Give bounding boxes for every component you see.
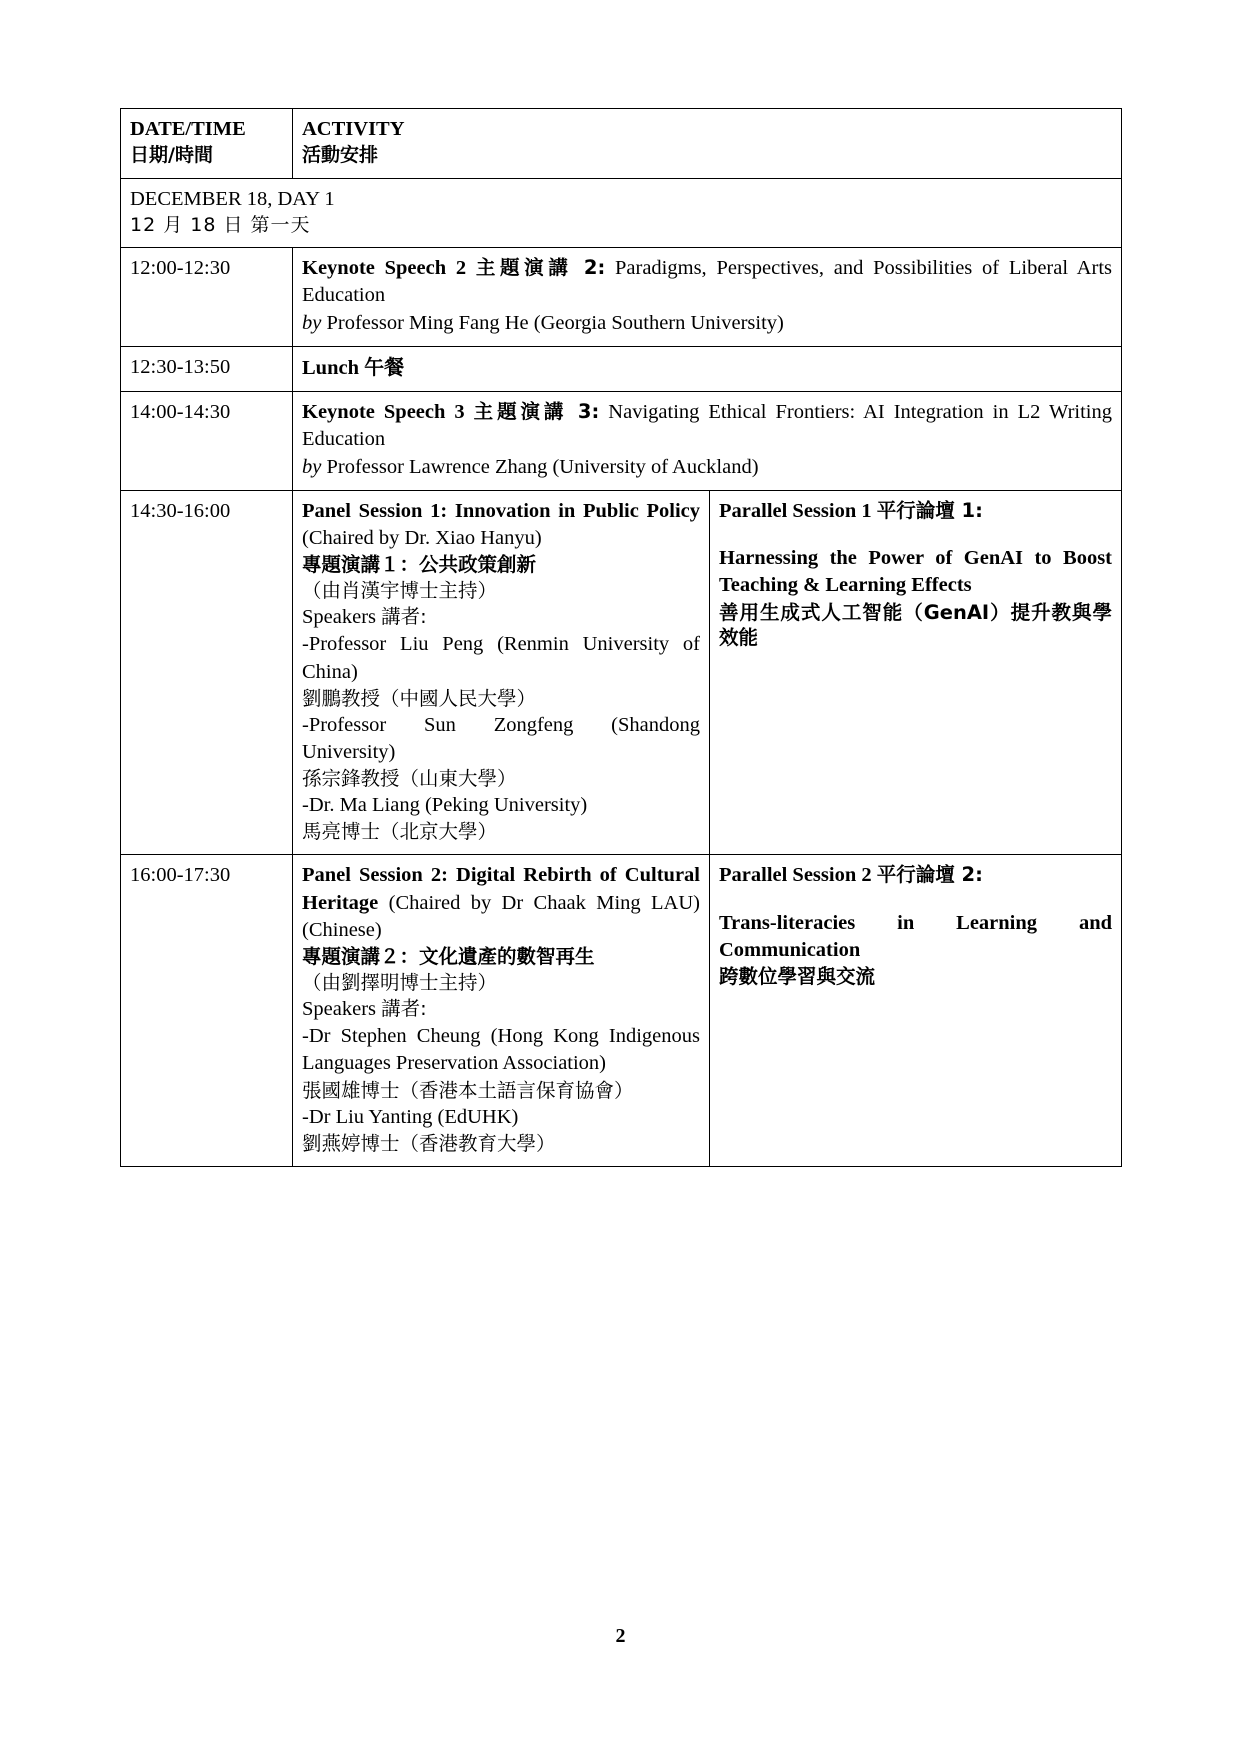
day-banner-en: DECEMBER 18, DAY 1 — [130, 187, 335, 210]
parallel2-topic-zh: 跨數位學習與交流 — [719, 965, 876, 989]
row-parallel-session — [710, 855, 1122, 1166]
row-panel-session — [293, 855, 710, 1166]
row-activity — [293, 248, 1122, 347]
panel2-speaker-1: -Dr Stephen Cheung (Hong Kong Indigenous Languages Preservation Association) — [302, 1025, 700, 1075]
keynote2-by-label: by — [302, 311, 322, 334]
panel2-speaker-2: -Dr Liu Yanting (EdUHK) — [302, 1105, 519, 1128]
panel1-speaker-2: -Professor Sun Zongfeng (Shandong University) — [302, 713, 700, 764]
panel2-speakers-label-en: Speakers — [302, 997, 382, 1020]
table-row — [121, 392, 1122, 491]
keynote3-speaker: Professor Lawrence Zhang (University of Auckland) — [321, 455, 759, 478]
lunch-label-en: Lunch — [302, 356, 365, 379]
keynote2-title-en: Keynote Speech 2 — [302, 257, 476, 280]
row-time: 14:00-14:30 — [121, 392, 293, 491]
header-cell-activity — [293, 109, 1122, 179]
keynote2-subtitle: Paradigms, Perspectives, and Possibilities of Liberal Arts Education — [302, 257, 1112, 307]
panel1-speaker-3: -Dr. Ma Liang (Peking University) — [302, 794, 588, 817]
row-parallel-session — [710, 490, 1122, 855]
panel2-chair-en: (Chaired by Dr Chaak Ming LAU) (Chinese) — [302, 891, 700, 941]
page-number: 2 — [615, 1625, 626, 1647]
row-time: 12:30-13:50 — [121, 346, 293, 391]
table-row — [121, 346, 1122, 391]
header-activity-en: ACTIVITY — [302, 118, 405, 140]
header-cell-datetime — [121, 109, 293, 179]
parallel2-title — [719, 862, 1112, 889]
panel1-speaker-1-zh: 劉鵬教授（中國人民大學） — [302, 686, 537, 710]
keynote2-speaker: Professor Ming Fang He (Georgia Southern University) — [321, 311, 784, 334]
row-time: 16:00-17:30 — [121, 855, 293, 1166]
parallel1-topic-en: Harnessing the Power of GenAI to Boost Teaching & Learning Effects — [719, 547, 1112, 597]
panel1-title-zh: 專題演講１：公共政策創新 — [302, 553, 537, 577]
day-banner-row — [121, 178, 1122, 248]
day-banner-cell — [121, 178, 1122, 248]
header-activity-zh: 活動安排 — [302, 144, 379, 167]
day-banner-zh: 12 月 18 日 第一天 — [130, 213, 311, 236]
row-activity — [293, 392, 1122, 491]
parallel2-topic-en: Trans-literacies in Learning and Communication — [719, 911, 1112, 961]
panel2-chair-zh: （由劉擇明博士主持） — [302, 971, 498, 995]
parallel1-title — [719, 498, 1112, 525]
lunch-label-zh: 午餐 — [364, 354, 405, 379]
row-activity — [293, 346, 1122, 391]
panel1-speakers-label-en: Speakers — [302, 606, 382, 629]
header-datetime-zh: 日期/時間 — [130, 144, 213, 167]
table-row — [121, 855, 1122, 1166]
row-time: 12:00-12:30 — [121, 248, 293, 347]
panel2-speaker-1-zh: 張國雄博士（香港本土語言保育協會） — [302, 1078, 634, 1102]
keynote3-title-en: Keynote Speech 3 — [302, 401, 474, 424]
panel2-title-en: Panel Session 2: Digital Rebirth of Cultural Heritage — [302, 864, 700, 914]
table-header-row — [121, 109, 1122, 179]
panel2-speaker-2-zh: 劉燕婷博士（香港教育大學） — [302, 1131, 556, 1155]
header-datetime-en: DATE/TIME — [130, 118, 246, 140]
keynote3-title-zh: 主題演講 3: — [473, 400, 600, 424]
panel2-title-zh: 專題演講２：文化遺產的數智再生 — [302, 945, 595, 969]
panel1-speaker-1: -Professor Liu Peng (Renmin University of China) — [302, 633, 700, 683]
panel2-speakers-label-zh: 講者: — [381, 996, 427, 1020]
conference-schedule-table — [120, 108, 1122, 1167]
keynote3-subtitle: Navigating Ethical Frontiers: AI Integration in L2 Writing Education — [302, 401, 1112, 451]
panel1-chair-zh: （由肖漢宇博士主持） — [302, 579, 498, 603]
panel1-speaker-2-zh: 孫宗鋒教授（山東大學） — [302, 767, 517, 791]
parallel1-title-en: Parallel Session 1 — [719, 499, 877, 522]
parallel2-title-zh: 平行論壇 2: — [876, 863, 983, 887]
panel1-title-en: Panel Session 1: Innovation in Public Policy — [302, 499, 700, 522]
parallel1-title-zh: 平行論壇 1: — [876, 498, 983, 522]
table-row — [121, 490, 1122, 855]
table-row — [121, 248, 1122, 347]
keynote2-title-zh: 主題演講 2: — [475, 256, 606, 280]
spacer — [719, 890, 1112, 910]
parallel2-title-en: Parallel Session 2 — [719, 864, 877, 887]
keynote3-by-label: by — [302, 455, 322, 478]
row-time: 14:30-16:00 — [121, 490, 293, 855]
parallel1-topic-zh: 善用生成式人工智能（GenAI）提升教與學效能 — [719, 600, 1112, 650]
spacer — [719, 525, 1112, 545]
panel1-speakers-label-zh: 講者: — [381, 605, 427, 629]
panel1-chair-en: (Chaired by Dr. Xiao Hanyu) — [302, 527, 542, 550]
row-panel-session — [293, 490, 710, 855]
panel1-speaker-3-zh: 馬亮博士（北京大學） — [302, 820, 498, 844]
